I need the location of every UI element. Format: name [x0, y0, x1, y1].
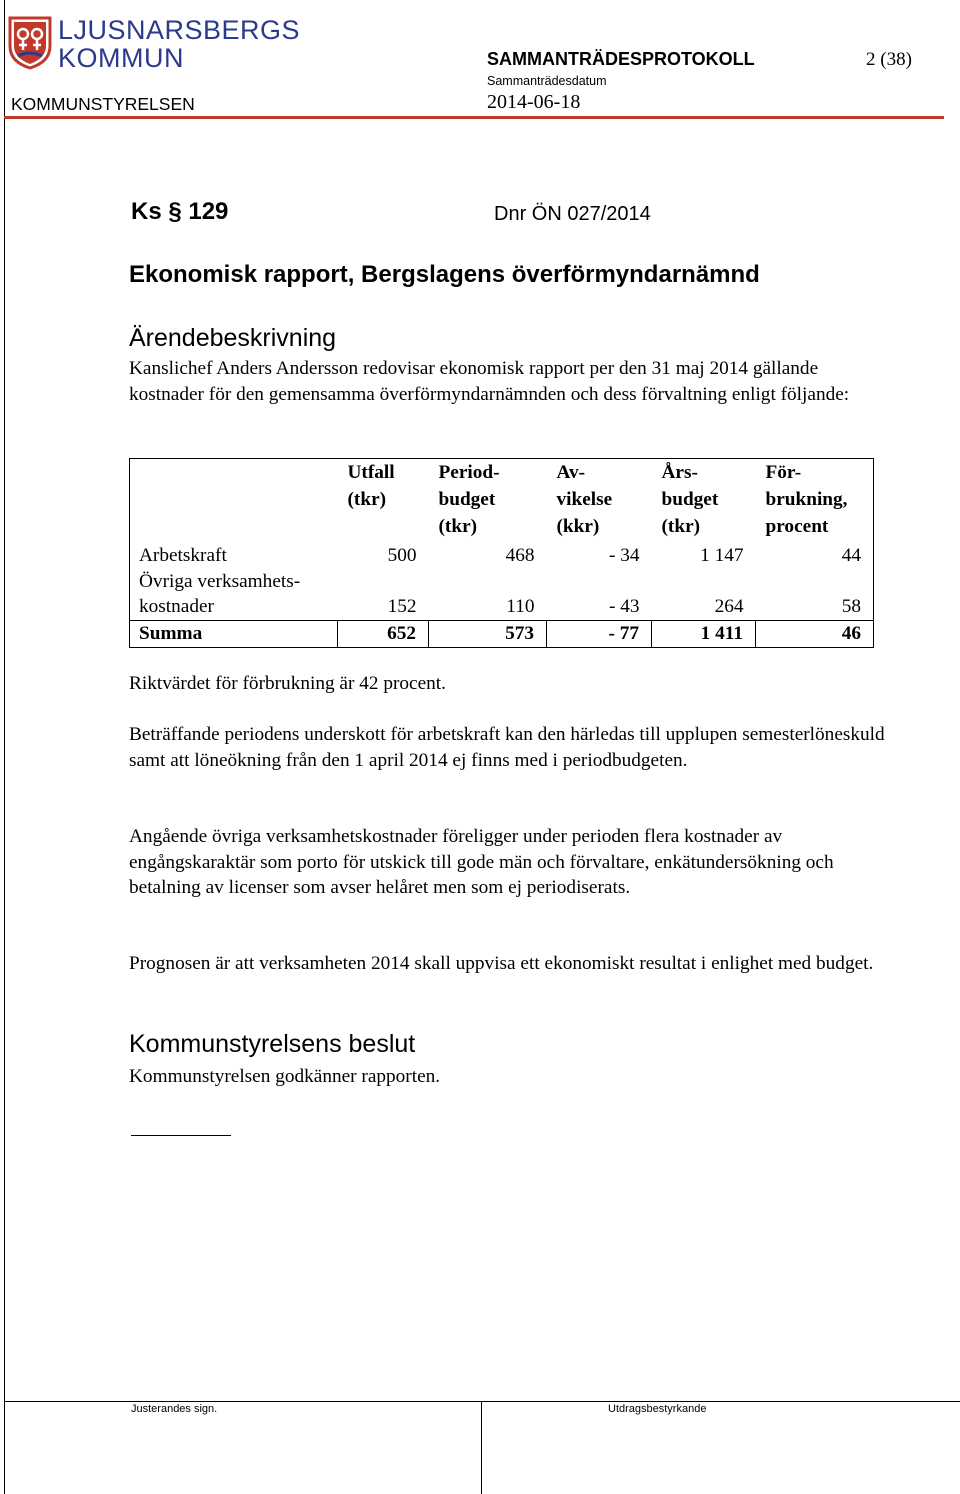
table-header-empty	[130, 459, 338, 544]
table-row	[130, 569, 874, 621]
table-cell: 264	[714, 596, 744, 617]
table-cell: 58	[756, 569, 874, 621]
footer-rule	[4, 1401, 960, 1402]
total-cell: 1 411	[652, 620, 756, 647]
table-cell: 1 147	[700, 545, 744, 566]
table-total-row	[130, 620, 874, 647]
page-frame-left	[4, 0, 5, 1494]
table-cell: 500	[387, 545, 417, 566]
table-header-cell: Års- budget (tkr)	[652, 459, 756, 544]
financial-table	[129, 458, 874, 648]
department-name: KOMMUNSTYRELSEN	[11, 94, 195, 114]
total-cell: - 77	[547, 620, 652, 647]
table-cell: - 43	[608, 596, 640, 617]
municipality-name-line1: LJUSNARSBERGS	[58, 15, 301, 45]
row-label: Övriga verksamhets- kostnader	[130, 569, 338, 621]
case-dnr: Dnr ÖN 027/2014	[494, 203, 651, 225]
meeting-date-label: Sammanträdesdatum	[487, 74, 607, 88]
paragraph: Riktvärdet för förbrukning är 42 procent.	[129, 673, 446, 694]
municipality-name-line2: KOMMUN	[58, 43, 184, 73]
table-header-cell: Av- vikelse (kkr)	[547, 459, 652, 544]
total-cell: 46	[756, 620, 874, 647]
table-header-cell: Utfall (tkr)	[338, 459, 429, 544]
header-rule	[4, 116, 944, 119]
table-cell: 44	[756, 543, 874, 569]
table-cell: - 34	[608, 545, 640, 566]
total-label: Summa	[130, 620, 338, 647]
total-cell: 652	[338, 620, 429, 647]
footer-justerandes-sign: Justerandes sign.	[131, 1403, 218, 1415]
table-cell: 110	[506, 596, 535, 617]
table-row	[130, 543, 874, 569]
table-cell: 468	[505, 545, 535, 566]
row-label: Arbetskraft	[130, 543, 338, 569]
municipality-coat-of-arms-icon	[8, 16, 52, 70]
page-number: 2 (38)	[866, 49, 912, 70]
meeting-date: 2014-06-18	[487, 91, 581, 113]
decision-heading: Kommunstyrelsens beslut	[129, 1030, 416, 1058]
decision-text: Kommunstyrelsen godkänner rapporten.	[129, 1066, 441, 1087]
document-type: SAMMANTRÄDESPROTOKOLL	[487, 49, 755, 69]
case-number: Ks § 129	[131, 198, 229, 225]
description-intro: Kanslichef Anders Andersson redovisar ekonomisk rapport per den 31 maj 2014 gällande kostnader för den gemensamma överförmyndarnämnden och dess förvaltning enligt följande:	[129, 358, 850, 405]
paragraph: Beträffande periodens underskott för arbetskraft kan den härledas till upplupen semesterlöneskuld samt att löneökning från den 1 april 2014 ej finns med i periodbudgeten.	[129, 724, 885, 771]
footer-divider	[481, 1401, 482, 1494]
page-title: Ekonomisk rapport, Bergslagens överförmyndarnämnd	[129, 261, 760, 288]
description-heading: Ärendebeskrivning	[129, 324, 337, 352]
table-header-cell: Period- budget (tkr)	[429, 459, 547, 544]
table-cell: 152	[387, 596, 417, 617]
total-cell: 573	[429, 620, 547, 647]
paragraph: Angående övriga verksamhetskostnader föreligger under perioden flera kostnader av engångskaraktär som porto för utskick till gode män och förvaltare, enkätundersökning och betalning av licenser som avser helåret men som ej periodiserats.	[129, 826, 834, 898]
table-header-cell: För- brukning, procent	[756, 459, 874, 544]
paragraph: Prognosen är att verksamheten 2014 skall uppvisa ett ekonomiskt resultat i enlighet med budget.	[129, 953, 874, 974]
end-line	[131, 1135, 231, 1136]
table-header-row	[130, 459, 874, 544]
footer-utdragsbestyrkande: Utdragsbestyrkande	[608, 1403, 707, 1415]
